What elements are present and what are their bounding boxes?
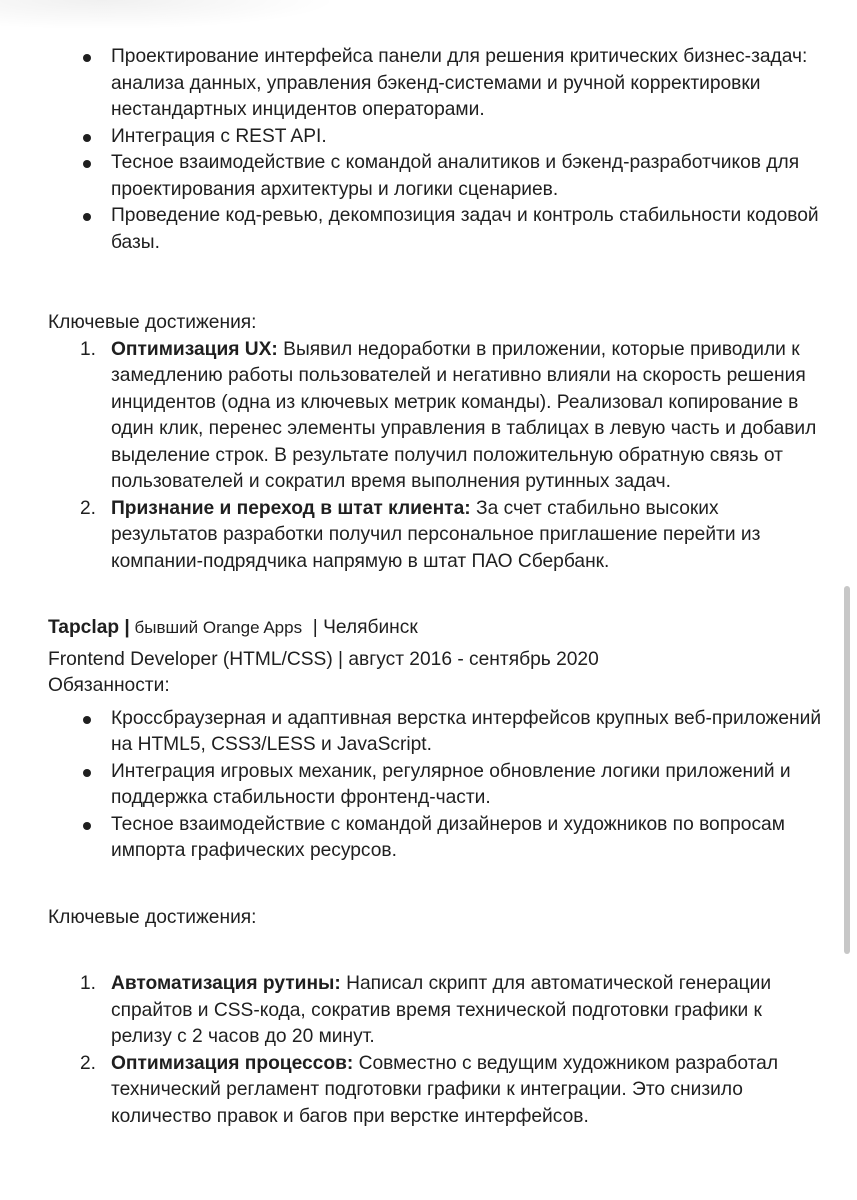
list-item: Интеграция с REST API. — [48, 124, 823, 151]
achievement-title: Признание и переход в штат клиента: — [111, 497, 471, 519]
company-city: | Челябинск — [302, 617, 418, 638]
achievements-heading-1: Ключевые достижения: — [48, 312, 257, 333]
list-number: 2. — [80, 497, 97, 519]
list-number: 1. — [80, 973, 97, 994]
duties-list-2 — [48, 706, 823, 865]
vertical-scrollbar[interactable] — [844, 586, 850, 954]
list-item — [48, 337, 823, 496]
achievements-list-1 — [48, 337, 823, 576]
list-item — [48, 496, 823, 576]
company-name: Tapclap | — [48, 617, 130, 638]
duties-list-1 — [48, 44, 823, 256]
list-item: Кроссбраузерная и адаптивная верстка интерфейсов крупных веб-приложений на HTML5, CSS3/LESS и JavaScript. — [48, 706, 823, 759]
list-number: 2. — [80, 1052, 97, 1074]
position-line: Frontend Developer (HTML/CSS) | август 2016 - сентябрь 2020 — [48, 648, 599, 670]
achievements-list-2 — [48, 971, 823, 1130]
list-number: 1. — [80, 338, 97, 360]
duties-heading-2: Обязанности: — [48, 675, 170, 696]
document-content — [48, 44, 823, 1130]
company-line — [48, 615, 823, 642]
achievement-text: Совместно с ведущим художником разработал технический регламент подготовки графики к интеграции. Это снизило количество правок и багов при верстке интерфейсов. — [111, 1052, 779, 1127]
list-item: Проектирование интерфейса панели для решения критических бизнес-задач: анализа данных, управления бэкенд-системами и ручной корректировки нестандартных инцидентов операторами. — [48, 44, 823, 124]
list-item: Проведение код-ревью, декомпозиция задач и контроль стабильности кодовой базы. — [48, 203, 823, 256]
achievement-text: За счет стабильно высоких результатов разработки получил персональное приглашение перейти из компании-подрядчика напрямую в штат ПАО Сбербанк. — [111, 497, 761, 572]
achievement-title: Оптимизация процессов: — [111, 1052, 354, 1074]
achievement-text: Написал скрипт для автоматической генерации спрайтов и CSS-кода, сократив время технической подготовки графики к релизу с 2 часов до 20 минут. — [111, 973, 772, 1047]
company-former-name: бывший Orange Apps — [129, 618, 303, 637]
achievements-heading-2: Ключевые достижения: — [48, 906, 257, 928]
top-shadow — [0, 0, 340, 30]
list-item — [48, 971, 823, 1051]
list-item: Тесное взаимодействие с командой аналитиков и бэкенд-разработчиков для проектирования архитектуры и логики сценариев. — [48, 150, 823, 203]
list-item — [48, 1051, 823, 1131]
list-item: Тесное взаимодействие с командой дизайнеров и художников по вопросам импорта графических ресурсов. — [48, 812, 823, 865]
achievement-text: Выявил недоработки в приложении, которые приводили к замедлению работы пользователей и негативно влияли на скорость решения инцидентов (одна из ключевых метрик команды). Реализовал копирование в один клик, перенес элементы управления в таблицах в левую часть и добавил выделение строк. В результате получил положительную обратную связь от пользователей и сократил время выполнения рутинных задач. — [111, 338, 817, 492]
achievement-title: Оптимизация UX: — [111, 338, 278, 360]
list-item: Интеграция игровых механик, регулярное обновление логики приложений и поддержка стабильности фронтенд-части. — [48, 759, 823, 812]
achievement-title: Автоматизация рутины: — [111, 973, 341, 994]
